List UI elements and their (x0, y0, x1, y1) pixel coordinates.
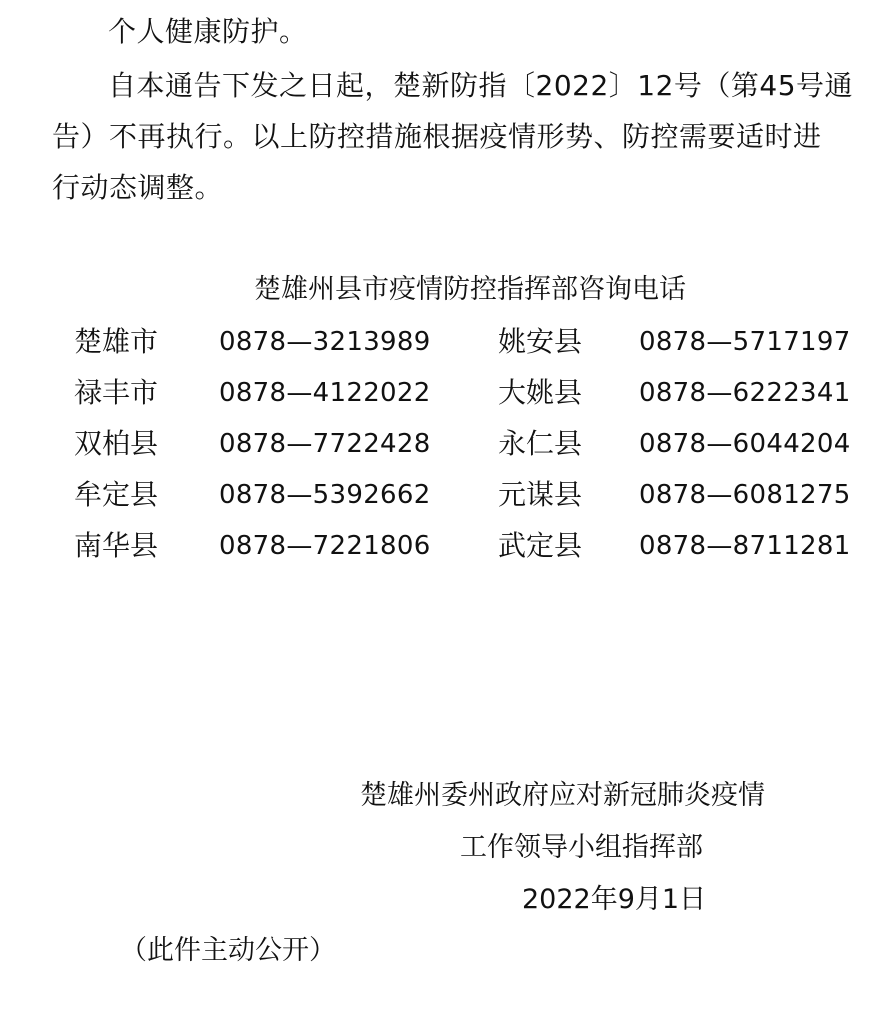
county-name: 牟定县 (74, 478, 159, 511)
county-name: 双柏县 (74, 427, 159, 460)
county-name: 大姚县 (498, 376, 583, 409)
body-line: 行动态调整。 (52, 171, 224, 204)
county-name: 南华县 (74, 529, 159, 562)
signature-date: 2022年9月1日 (522, 884, 707, 915)
county-name: 禄丰市 (74, 376, 159, 409)
phone-number: 0878—7722428 (219, 429, 431, 459)
phone-number: 0878—8711281 (639, 531, 851, 561)
contacts-title: 楚雄州县市疫情防控指挥部咨询电话 (254, 274, 686, 305)
phone-number: 0878—7221806 (219, 531, 431, 561)
phone-number: 0878—6081275 (639, 480, 851, 510)
disclosure-note: （此件主动公开） (120, 935, 336, 966)
phone-number: 0878—6044204 (639, 429, 851, 459)
phone-number: 0878—3213989 (219, 327, 431, 357)
county-name: 元谋县 (498, 478, 583, 511)
county-name: 永仁县 (498, 427, 583, 460)
body-line: 告）不再执行。以上防控措施根据疫情形势、防控需要适时进 (52, 120, 822, 153)
county-name: 姚安县 (498, 325, 583, 358)
phone-number: 0878—4122022 (219, 378, 431, 408)
county-name: 武定县 (498, 529, 583, 562)
phone-number: 0878—5392662 (219, 480, 431, 510)
signature-org-line: 楚雄州委州政府应对新冠肺炎疫情 (360, 780, 765, 811)
body-line: 个人健康防护。 (108, 15, 308, 48)
body-line: 自本通告下发之日起，楚新防指〔2022〕12号（第45号通 (108, 69, 854, 102)
phone-number: 0878—6222341 (639, 378, 851, 408)
county-name: 楚雄市 (74, 325, 159, 358)
phone-number: 0878—5717197 (639, 327, 851, 357)
signature-org-line: 工作领导小组指挥部 (460, 832, 703, 863)
